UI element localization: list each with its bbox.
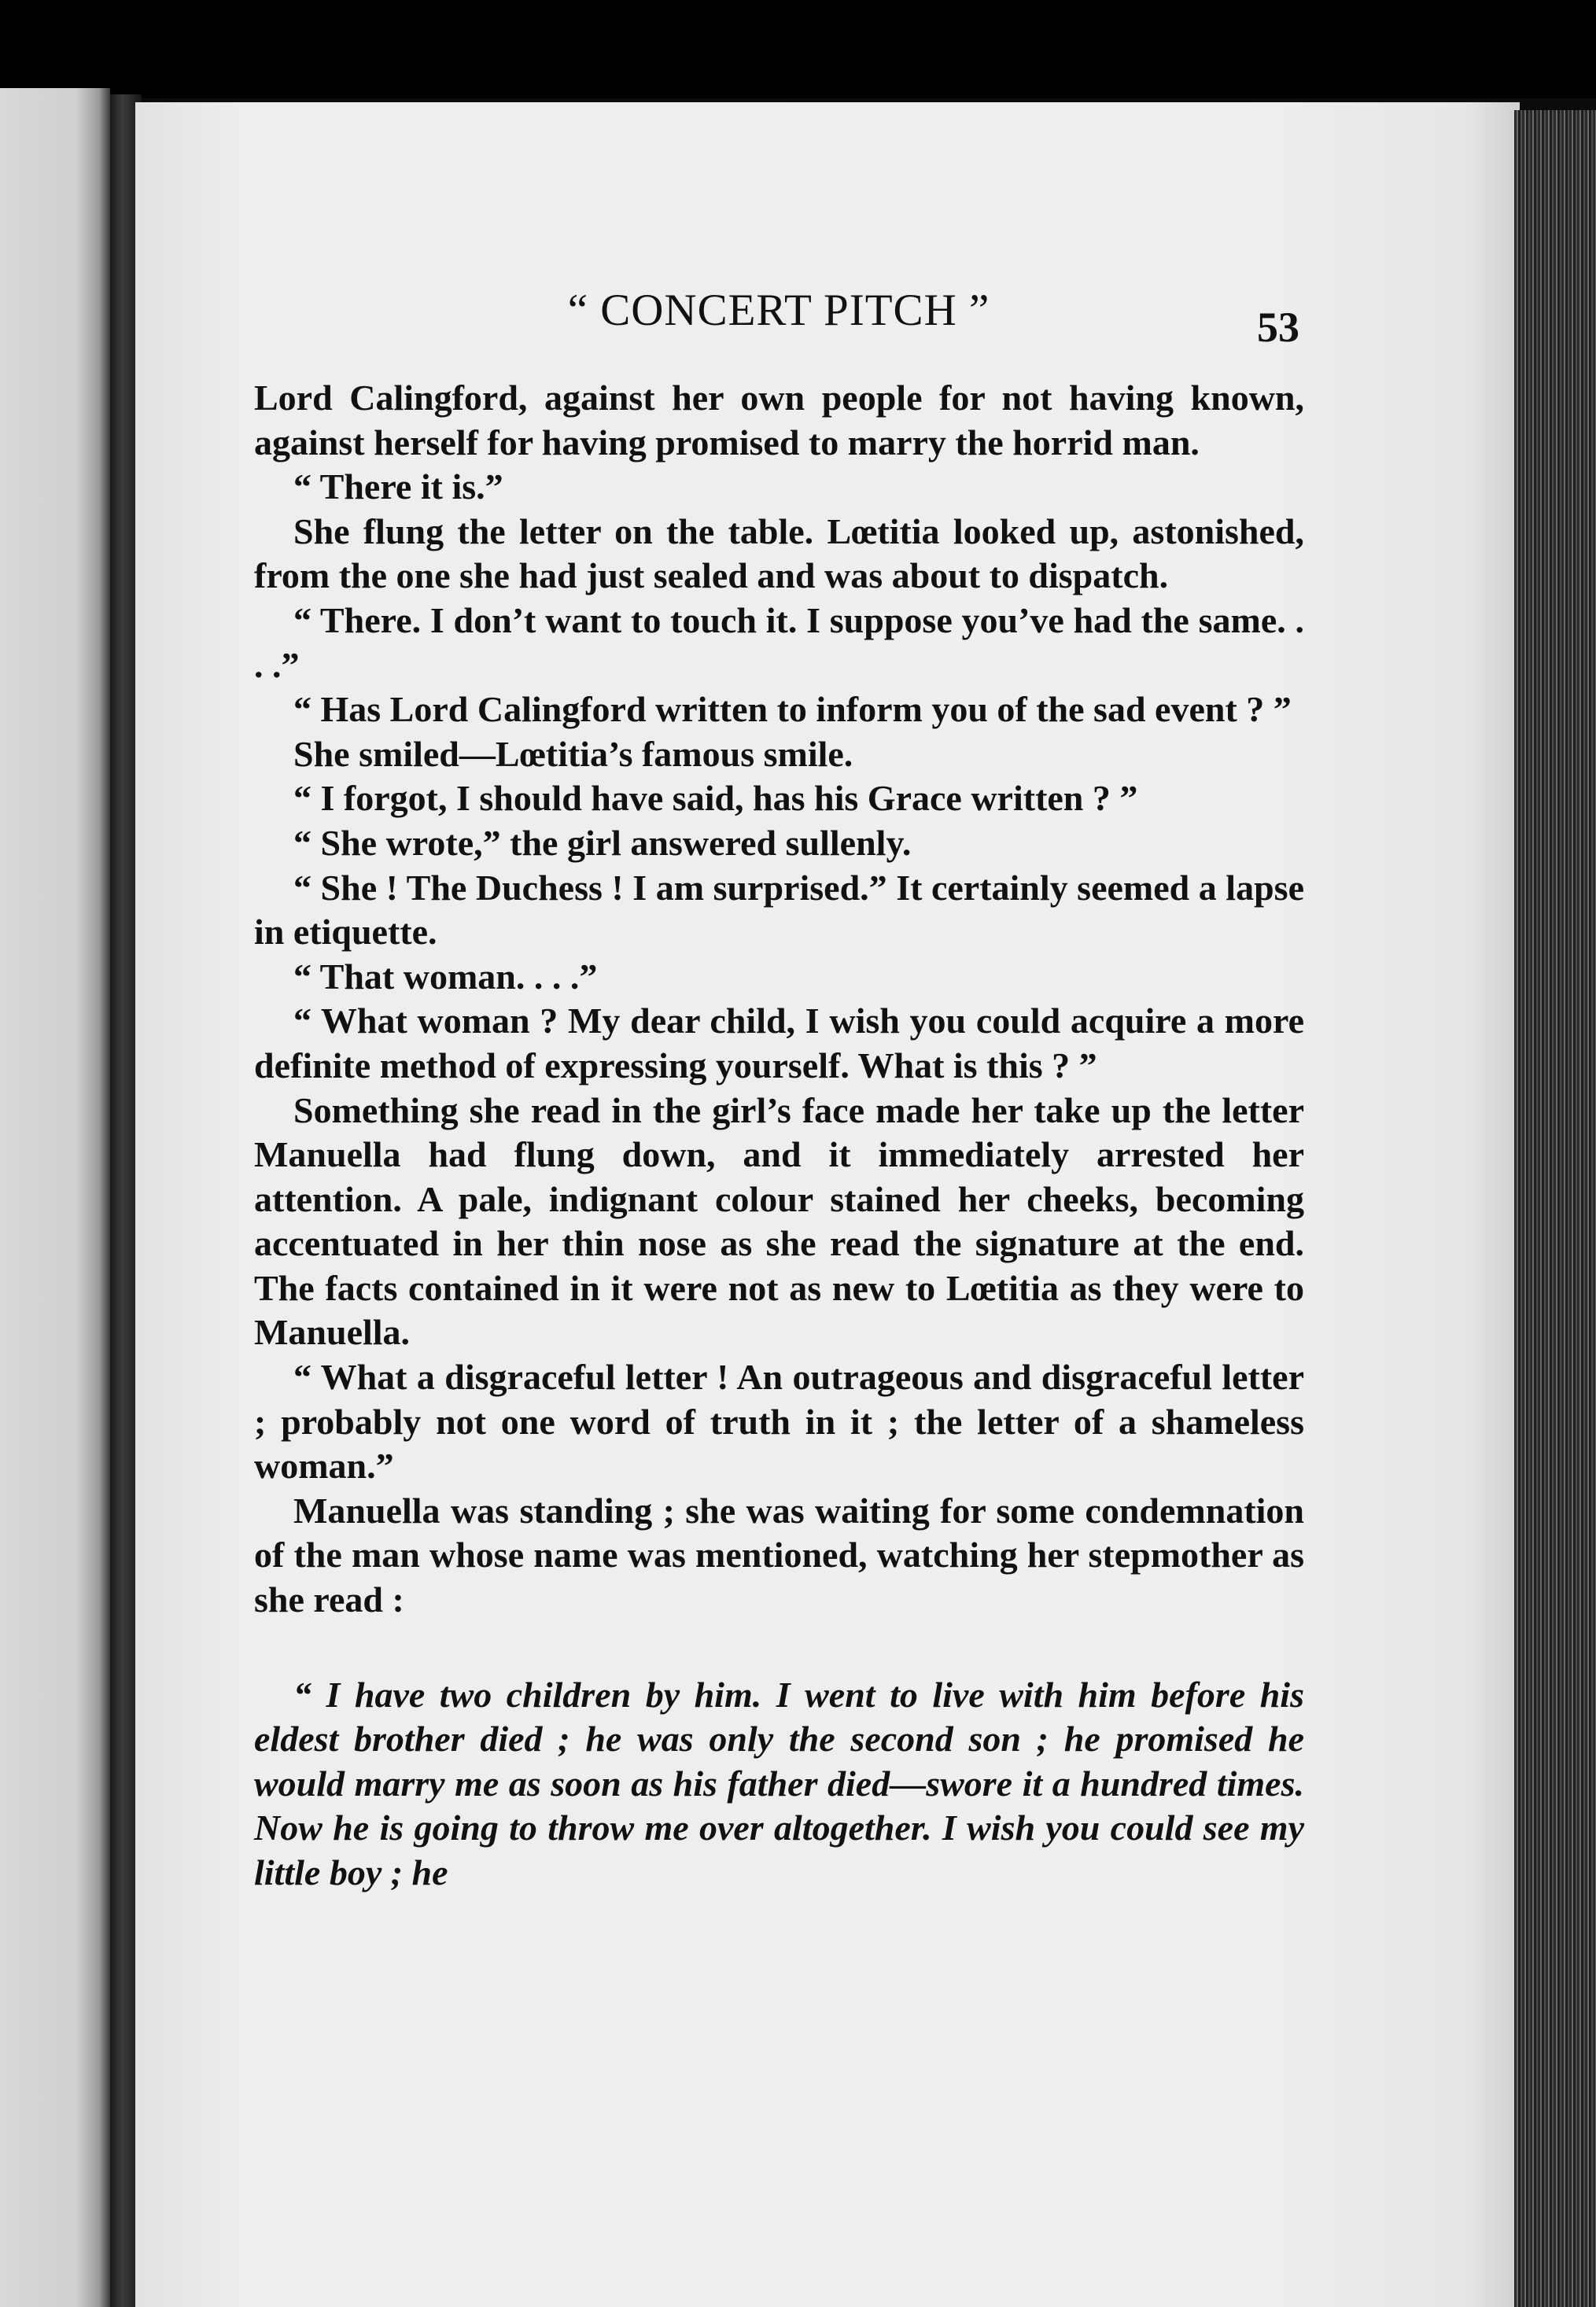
quoted-letter: “ I have two children by him. I went to live with him before his eldest brother died ; he was only the second son ; he promised he would marry me as soon as his father died—swore it a hundred times. Now he is going to throw me over altogether. I wish you could see my little boy ; he [254, 1674, 1304, 1892]
paragraph: “ Has Lord Calingford written to inform you of the sad event ? ” [293, 689, 1292, 730]
paragraph: Lord Calingford, against her own people for not having known, against herself for having promised to marry the horrid man. [254, 378, 1304, 463]
top-shadow [0, 0, 1596, 98]
paragraph: She smiled—Lœtitia’s famous smile. [293, 733, 853, 774]
paragraph: “ That woman. . . .” [293, 956, 598, 997]
page-number: 53 [1257, 304, 1299, 351]
paragraph: She flung the letter on the table. Lœtitia looked up, astonished, from the one she had just sealed and was about to dispatch. [254, 510, 1304, 596]
body-text [254, 376, 1304, 1896]
page-edges-stack [1514, 110, 1596, 2307]
paragraph: “ What a disgraceful letter ! An outrageous and disgraceful letter ; probably not one word of truth in it ; the letter of a shameless woman.” [254, 1357, 1304, 1487]
paragraph: Manuella was standing ; she was waiting for some condemnation of the man whose name was mentioned, watching her stepmother as she read : [254, 1490, 1304, 1620]
paragraph: “ There it is.” [293, 466, 503, 507]
block-spacer [254, 1623, 1304, 1673]
facing-page-edge [0, 88, 110, 2307]
paragraph: Something she read in the girl’s face made her take up the letter Manuella had flung down, and it immediately arrested her attention. A pale, indignant colour stained her cheeks, becoming accentuated in her thin nose as she read the signature at the end. The facts contained in it were not as new to Lœtitia as they were to Manuella. [254, 1089, 1304, 1353]
running-head: “ CONCERT PITCH ” [567, 286, 990, 335]
paragraph: “ There. I don’t want to touch it. I suppose you’ve had the same. . . .” [254, 599, 1304, 685]
paragraph: “ I forgot, I should have said, has his Grace written ? ” [293, 778, 1138, 819]
paragraph: “ What woman ? My dear child, I wish you could acquire a more definite method of expressing yourself. What is this ? ” [254, 1001, 1304, 1085]
paragraph: “ She wrote,” the girl answered sullenly. [293, 822, 912, 863]
paragraph: “ She ! The Duchess ! I am surprised.” It certainly seemed a lapse in etiquette. [254, 867, 1304, 953]
